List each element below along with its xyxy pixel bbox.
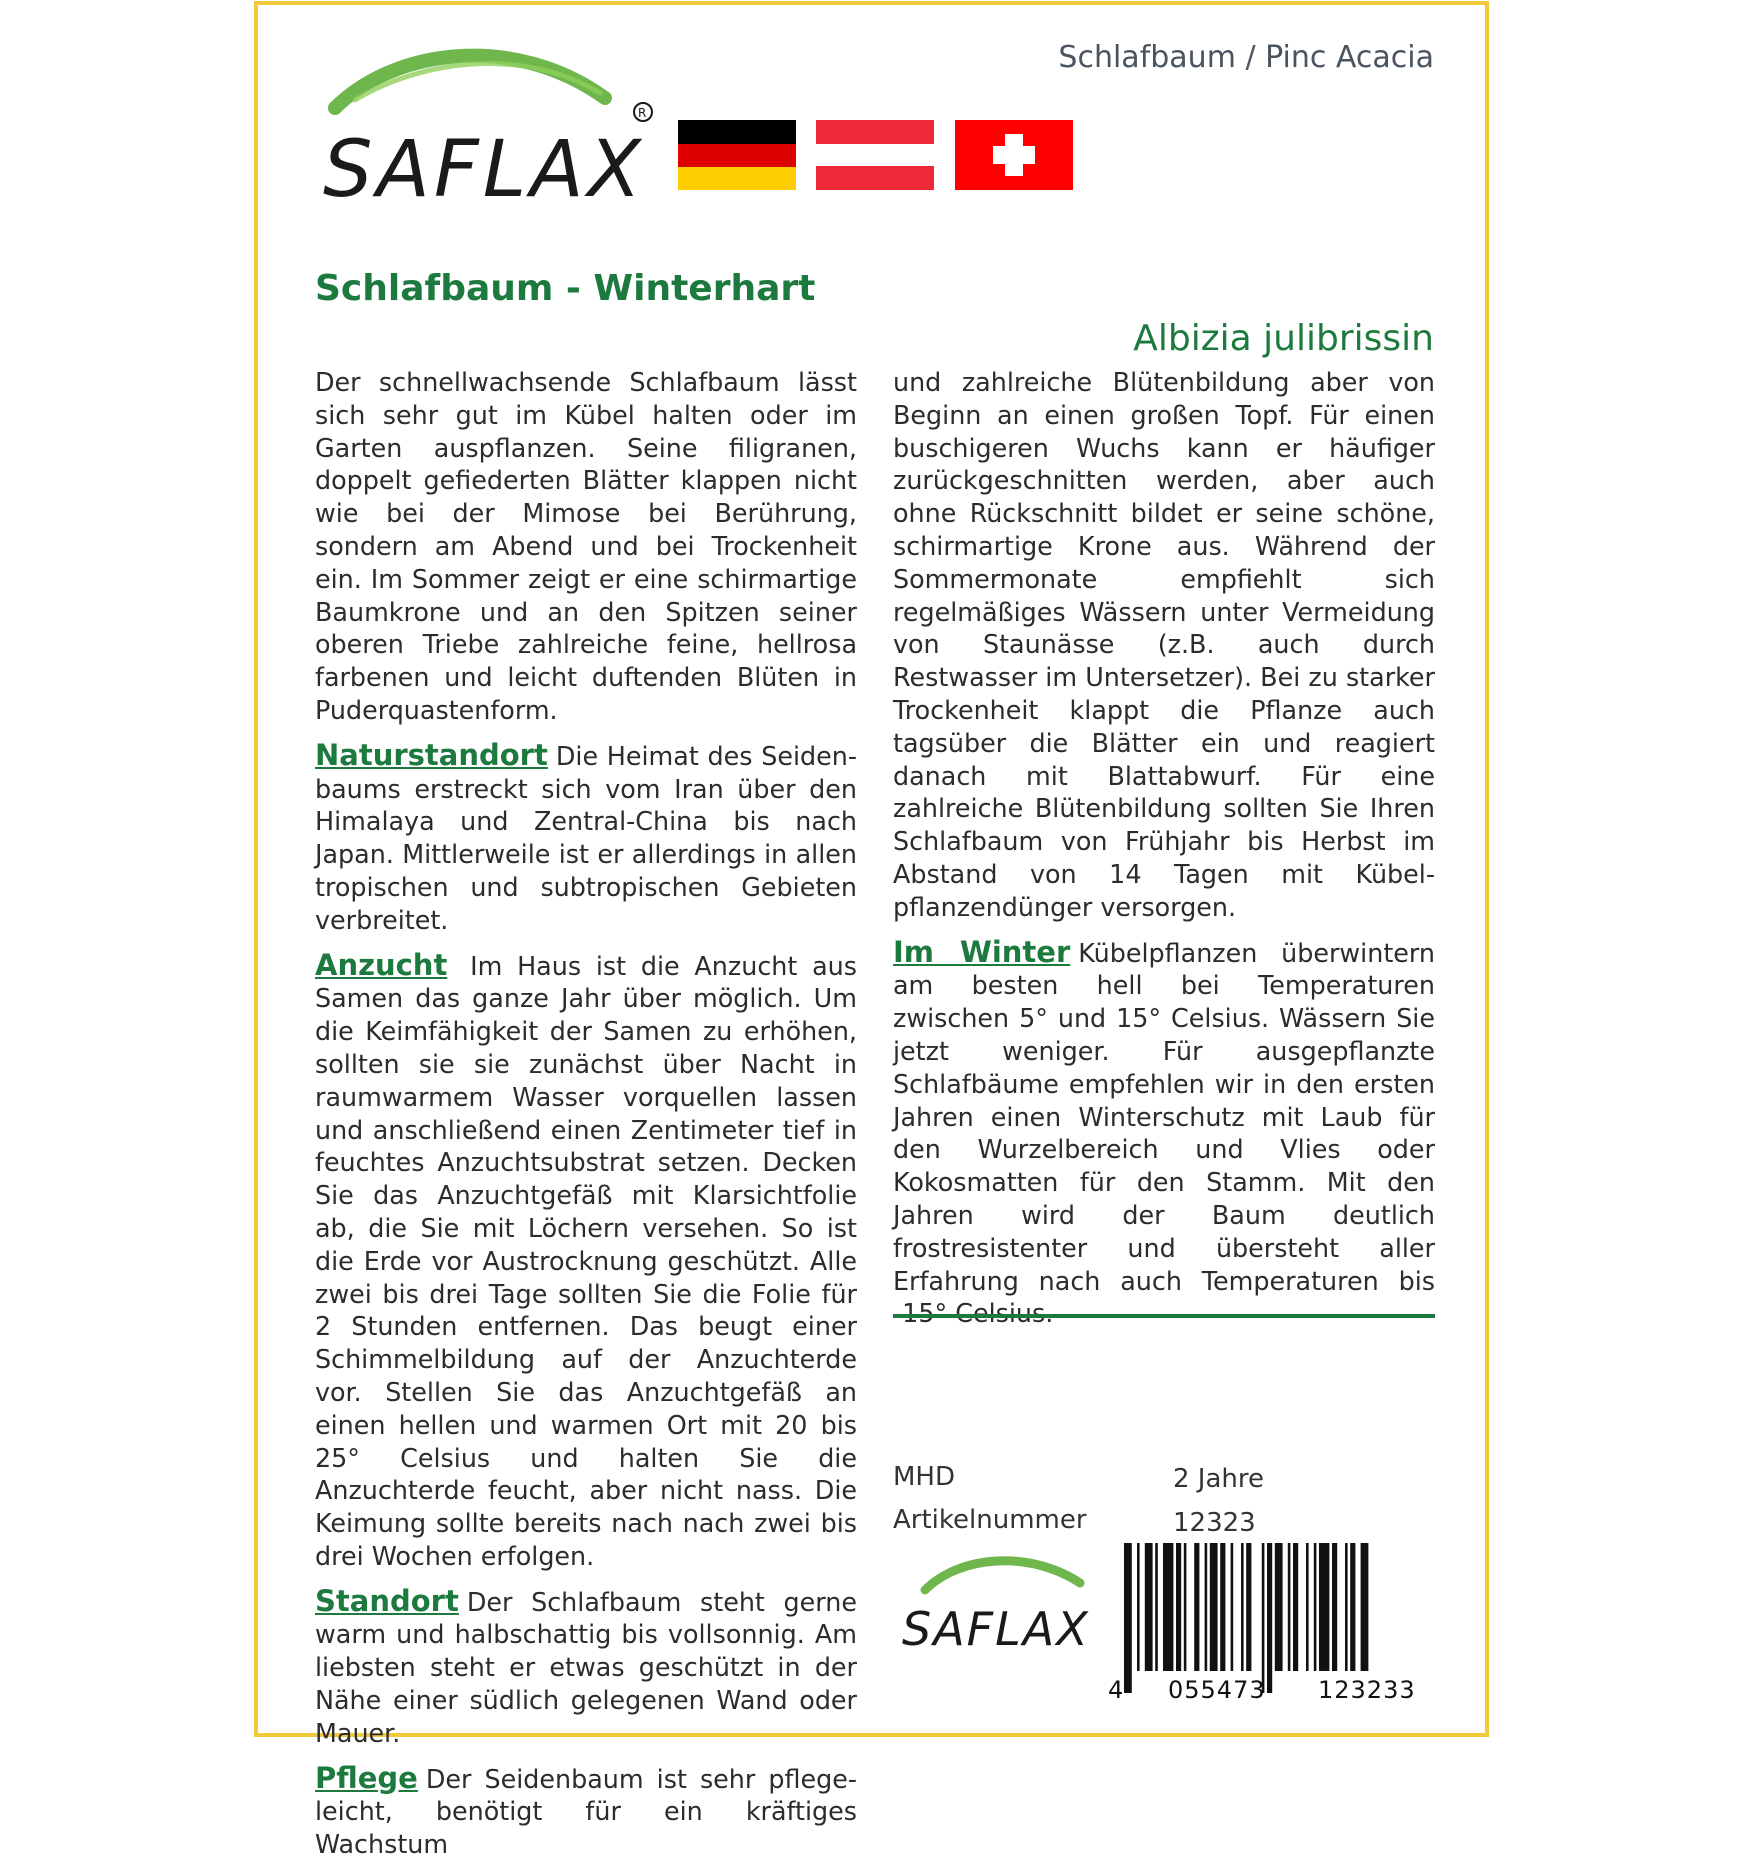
svg-text:R: R	[638, 106, 647, 120]
standort-paragraph	[315, 1585, 857, 1750]
naturstandort-paragraph	[315, 739, 857, 937]
barcode-bar	[1267, 1543, 1272, 1693]
barcode-bar	[1155, 1543, 1158, 1671]
barcode-left-group: 055473	[1168, 1676, 1266, 1703]
winter-text: Kübelpflanzen überwintern am besten hell bei Temperaturen zwischen 5° und 15° Celsius. Wässern Sie jetzt weniger. Für ausgepflanzte Schlafbäume empfehlen wir in den ersten Jahren einen Winterschutz mit Laub für den Wurzelbereich und Vlies oder Kokosmatten für den Stamm. Mit den Jahren wird der Baum deutlich frostresistenter und übersteht aller Erfahrung nach auch Temperaturen bis	[893, 937, 1435, 1296]
barcode-bar	[1332, 1543, 1337, 1671]
barcode-bar	[1293, 1543, 1298, 1671]
pflege-text: Der Seidenbaum ist sehr pflegeleicht, benötigt für ein kräftiges Wachstum	[315, 1763, 857, 1860]
naturstandort-text: Die Heimat des Seidenbaums erstreckt sich vom Iran über den Himalaya und Zentral-China bis nach Japan. Mittlerweile ist er allerdings in allen tropischen und subtropischen Gebieten verbreitet.	[315, 740, 857, 935]
austria-flag	[816, 120, 934, 190]
switzerland-flag	[955, 120, 1073, 190]
naturstandort-heading: Naturstandort	[315, 737, 548, 772]
product-line: Schlafbaum / Pinc Acacia	[1058, 40, 1434, 75]
section-divider	[893, 1314, 1435, 1318]
mhd-label: MHD	[893, 1462, 956, 1492]
anzucht-heading: Anzucht	[315, 947, 448, 982]
winter-paragraph	[893, 936, 1435, 1331]
barcode-bar	[1220, 1543, 1225, 1671]
brand-wordmark: SAFLAX	[323, 125, 645, 208]
left-column	[315, 366, 857, 1873]
right-column	[893, 366, 1435, 1342]
winter-heading: Im Winter	[893, 934, 1071, 969]
barcode-bar	[1361, 1543, 1369, 1671]
pflege-heading: Pflege	[315, 1760, 418, 1795]
barcode-bar	[1262, 1543, 1265, 1693]
standort-text: Der Schlafbaum steht gerne warm und halbschattig bis vollsonnig. Am liebsten steht er etwas geschützt in der Nähe einer südlich gelegenen Wand oder Mauer.	[315, 1586, 857, 1748]
barcode-bar	[1137, 1543, 1140, 1671]
barcode-bar	[1350, 1543, 1355, 1671]
mhd-value: 2 Jahre	[1173, 1464, 1264, 1494]
barcode-bar	[1306, 1543, 1309, 1671]
barcode-bar	[1194, 1543, 1199, 1671]
anzucht-text: Im Haus ist die Anzucht aus Samen das ganze Jahr über möglich. Um die Keimfähigkeit der Samen zu erhöhen, sollten sie sie zunächst über Nacht in raumwarmem Wasser vorquellen lassen und anschließend einen Zentimeter tief in feuchtes Anzuchtsubstrat setzen. Decken Sie das Anzuchtgefäß mit Klarsichtfolie ab, die Sie mit Löchern versehen. So ist die Erde vor Austrocknung geschützt. Alle zwei bis drei Tage sollten Sie die Folie für 2 Stunden entfernen. Das beugt einer Schimmelbildung auf der Anzuchterde vor. Stellen Sie das Anzuchtgefäß an einen hellen und warmen Ort mit 20 bis 25° Celsius und halten Sie die Anzuchterde feucht, aber nicht nass. Die Keimung sollte bereits nach nach zwei bis drei Wochen erfolgen.	[315, 950, 857, 1571]
barcode-bar	[1314, 1543, 1317, 1671]
latin-name: Albizia julibrissin	[1133, 318, 1434, 359]
barcode-right-group: 123233	[1318, 1676, 1416, 1703]
standort-heading: Standort	[315, 1583, 459, 1618]
barcode-bar	[1163, 1543, 1173, 1671]
saflax-logo-small	[900, 1545, 1100, 1657]
barcode-bar	[1319, 1543, 1329, 1671]
barcode-bars	[1124, 1543, 1368, 1693]
barcode-bar	[1246, 1543, 1251, 1671]
article-number-value: 12323	[1173, 1508, 1256, 1538]
pflege-continued-paragraph: und zahlreiche Blütenbildung aber von Beginn an einen großen Topf. Für einen buschigeren Wuchs kann er häufiger zurückgeschnitten werden, aber auch ohne Rückschnitt bildet er seine schöne, schirmartige Krone aus. Während der Sommermonate empfiehlt sich regelmäßiges Wässern unter Vermeidung von Staunässe (z.B. auch durch Restwasser im Untersetzer). Bei zu starker Trockenheit klappt die Pflanze auch tagsüber die Blätter ein und reagiert danach mit Blattabwurf. Für eine zahlreiche Blütenbildung sollten Sie Ihren Schlafbaum von Frühjahr bis Herbst im Abstand von 14 Tagen mit Kübelpflanzendünger versorgen.	[893, 367, 1435, 922]
barcode-bar	[1241, 1543, 1244, 1671]
barcode-bar	[1210, 1543, 1218, 1671]
barcode-bar	[1288, 1543, 1291, 1671]
intro-paragraph: Der schnellwachsende Schlafbaum lässt sich sehr gut im Kübel halten oder im Garten auspflanzen. Seine filigranen, doppelt gefiederten Blätter klappen nicht wie bei der Mimose bei Berührung, sondern am Abend und bei Trockenheit ein. Im Sommer zeigt er eine schirmartige Baumkrone und an den Spitzen seiner oberen Triebe zahlreiche feine, hellrosa farbenen und leicht duftenden Blüten in Puderquastenform.	[315, 367, 857, 725]
brand-wordmark-small: SAFLAX	[902, 1602, 1090, 1656]
barcode-bar	[1184, 1543, 1187, 1671]
anzucht-paragraph	[315, 949, 857, 1573]
barcode-bar	[1205, 1543, 1208, 1671]
barcode-bar	[1176, 1543, 1181, 1671]
barcode-bar	[1345, 1543, 1348, 1671]
pflege-paragraph	[315, 1762, 857, 1861]
saflax-logo	[315, 38, 665, 208]
article-number-label: Artikelnummer	[893, 1505, 1087, 1535]
barcode-bar	[1145, 1543, 1153, 1671]
barcode-first-digit: 4	[1108, 1676, 1124, 1703]
ean-barcode	[1108, 1543, 1438, 1703]
barcode-bar	[1124, 1543, 1132, 1693]
barcode-bar	[1231, 1543, 1234, 1671]
barcode-bar	[1275, 1543, 1283, 1671]
germany-flag	[678, 120, 796, 190]
page-title: Schlafbaum - Winterhart	[315, 268, 816, 309]
